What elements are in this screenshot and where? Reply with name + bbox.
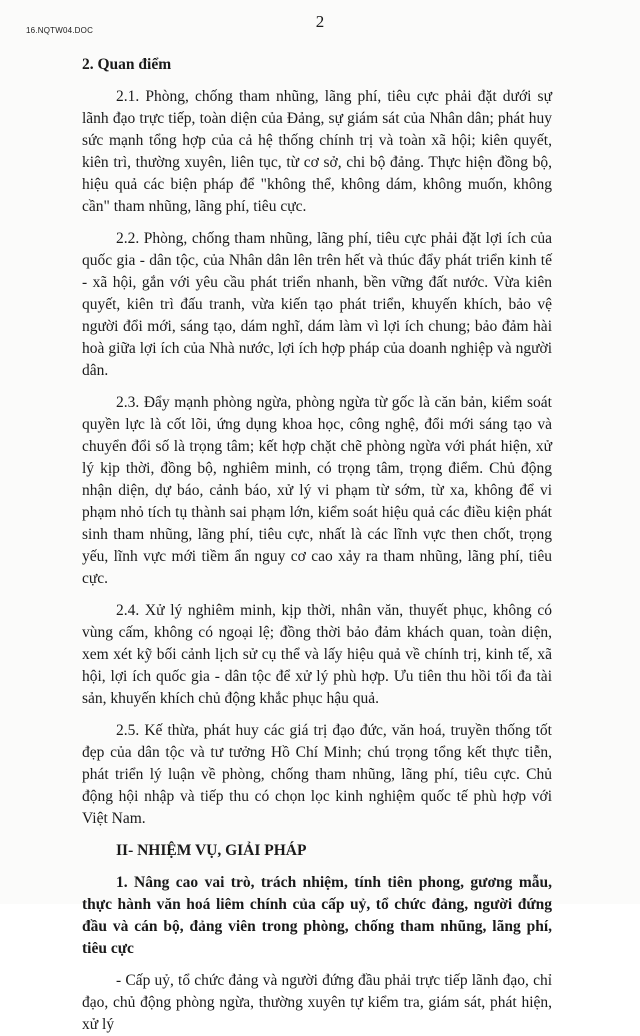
paragraph-2-2: 2.2. Phòng, chống tham nhũng, lãng phí, tiêu cực phải đặt lợi ích của quốc gia - dân tộc, của Nhân dân lên trên hết và thúc đẩy phát triển kinh tế - xã hội, gắn với yêu cầu phát triển nhanh, bền vững đất nước. Vừa kiên quyết, kiên trì đấu tranh, vừa kiến tạo phát triển, khuyến khích, bảo vệ người đổi mới, sáng tạo, dám nghĩ, dám làm vì lợi ích chung; bảo đảm hài hoà giữa lợi ích của Nhà nước, lợi ích hợp pháp của doanh nghiệp và người dân. xyxy=(82,230,552,379)
subsection-heading-1: 1. Nâng cao vai trò, trách nhiệm, tính tiên phong, gương mẫu, thực hành văn hoá liêm chính của cấp uỷ, tổ chức đảng, người đứng đầu và cán bộ, đảng viên trong phòng, chống tham nhũng, lãng phí, tiêu cực xyxy=(82,874,552,957)
paragraph-2-4: 2.4. Xử lý nghiêm minh, kịp thời, nhân văn, thuyết phục, không có vùng cấm, không có ngoại lệ; đồng thời bảo đảm khách quan, toàn diện, xem xét kỹ bối cảnh lịch sử cụ thể và lấy hiệu quả về chính trị, kinh tế, xã hội, lợi ích quốc gia - dân tộc để xử lý phù hợp. Ưu tiên thu hồi tối đa tài sản, khuyến khích chủ động khắc phục hậu quả. xyxy=(82,602,552,707)
paragraph-2-5: 2.5. Kế thừa, phát huy các giá trị đạo đức, văn hoá, truyền thống tốt đẹp của dân tộc và tư tưởng Hồ Chí Minh; chú trọng tổng kết thực tiễn, phát triển lý luận về phòng, chống tham nhũng, lãng phí, tiêu cực. Chủ động hội nhập và tiếp thu có chọn lọc kinh nghiệm quốc tế phù hợp với Việt Nam. xyxy=(82,722,552,827)
document-code: 16.NQTW04.DOC xyxy=(26,26,94,35)
page-number: 2 xyxy=(315,12,325,31)
paragraph-2-1: 2.1. Phòng, chống tham nhũng, lãng phí, tiêu cực phải đặt dưới sự lãnh đạo trực tiếp, toàn diện của Đảng, sự giám sát của Nhân dân; phát huy sức mạnh tổng hợp của cả hệ thống chính trị và toàn xã hội; kiên quyết, kiên trì, thường xuyên, liên tục, từ cơ sở, chi bộ đảng. Thực hiện đồng bộ, hiệu quả các biện pháp để "không thể, không dám, không muốn, không cần" tham nhũng, lãng phí, tiêu cực. xyxy=(82,88,552,215)
bullet-paragraph: - Cấp uỷ, tổ chức đảng và người đứng đầu phải trực tiếp lãnh đạo, chỉ đạo, chủ động phòng ngừa, thường xuyên tự kiểm tra, giám sát, phát hiện, xử lý xyxy=(82,972,552,1033)
paragraph-2-3: 2.3. Đẩy mạnh phòng ngừa, phòng ngừa từ gốc là căn bản, kiểm soát quyền lực là cốt lõi, ứng dụng khoa học, công nghệ, đổi mới sáng tạo và chuyển đổi số là trọng tâm; kết hợp chặt chẽ phòng ngừa với phát hiện, xử lý kịp thời, đồng bộ, nghiêm minh, có trọng tâm, trọng điểm. Chủ động nhận diện, dự báo, cảnh báo, xử lý vi phạm từ sớm, từ xa, không để vi phạm nhỏ tích tụ thành sai phạm lớn, kiểm soát hiệu quả các điều kiện phát sinh tham nhũng, lãng phí, tiêu cực, nhất là các lĩnh vực then chốt, trọng yếu, lĩnh vực mới tiềm ẩn nguy cơ cao xảy ra tham nhũng, lãng phí, tiêu cực. xyxy=(82,394,552,587)
section-heading-nhiem-vu: II- NHIỆM VỤ, GIẢI PHÁP xyxy=(116,842,307,859)
document-body xyxy=(82,54,552,1036)
section-heading-quan-diem: 2. Quan điểm xyxy=(82,56,172,73)
